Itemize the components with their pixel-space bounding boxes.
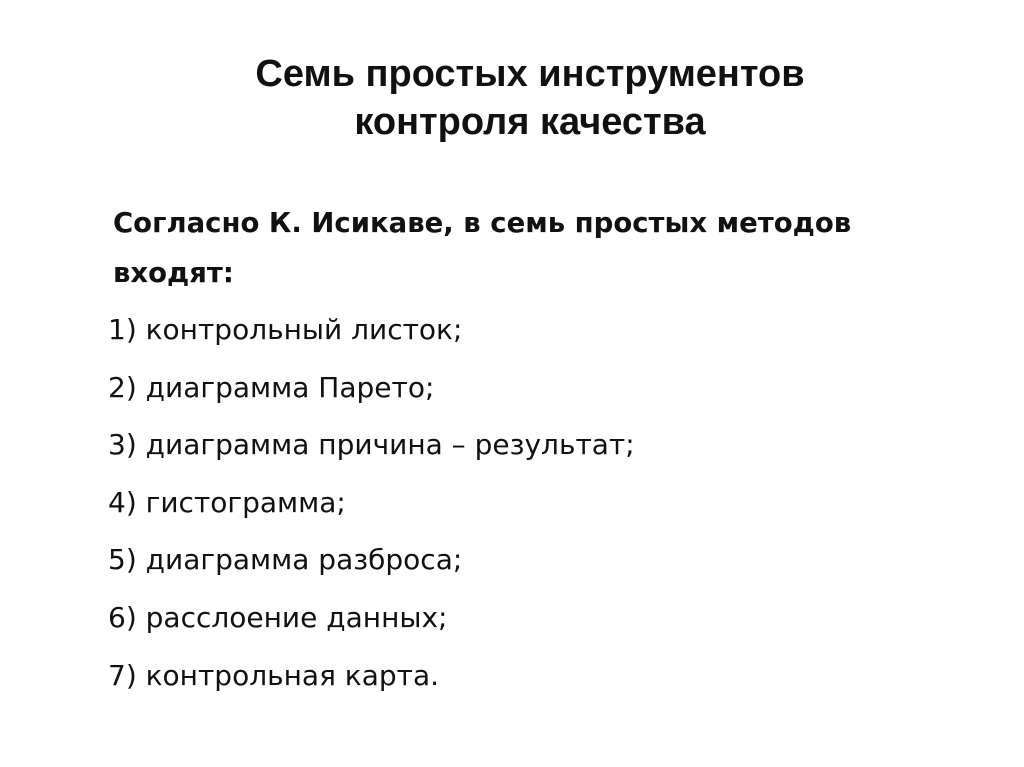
tools-list xyxy=(108,301,635,704)
list-item: 4) гистограмма; xyxy=(108,485,346,519)
list-item: 1) контрольный листок; xyxy=(108,313,463,346)
intro-line-1: Согласно К. Исикаве, в семь простых методов xyxy=(113,207,852,239)
title-line-2: контроля качества xyxy=(354,101,706,143)
list-item: 5) диаграмма разброса; xyxy=(108,543,463,577)
title-line-1: Семь простых инструментов xyxy=(255,53,805,95)
list-item: 3) диаграмма причина – результат; xyxy=(108,428,635,462)
list-item: 6) расслоение данных; xyxy=(108,600,448,634)
list-item: 7) контрольная карта. xyxy=(108,658,440,692)
slide-title xyxy=(130,50,930,146)
list-item: 2) диаграмма Парето; xyxy=(108,370,435,404)
intro-text xyxy=(113,198,933,298)
intro-line-2: входят: xyxy=(113,257,234,289)
